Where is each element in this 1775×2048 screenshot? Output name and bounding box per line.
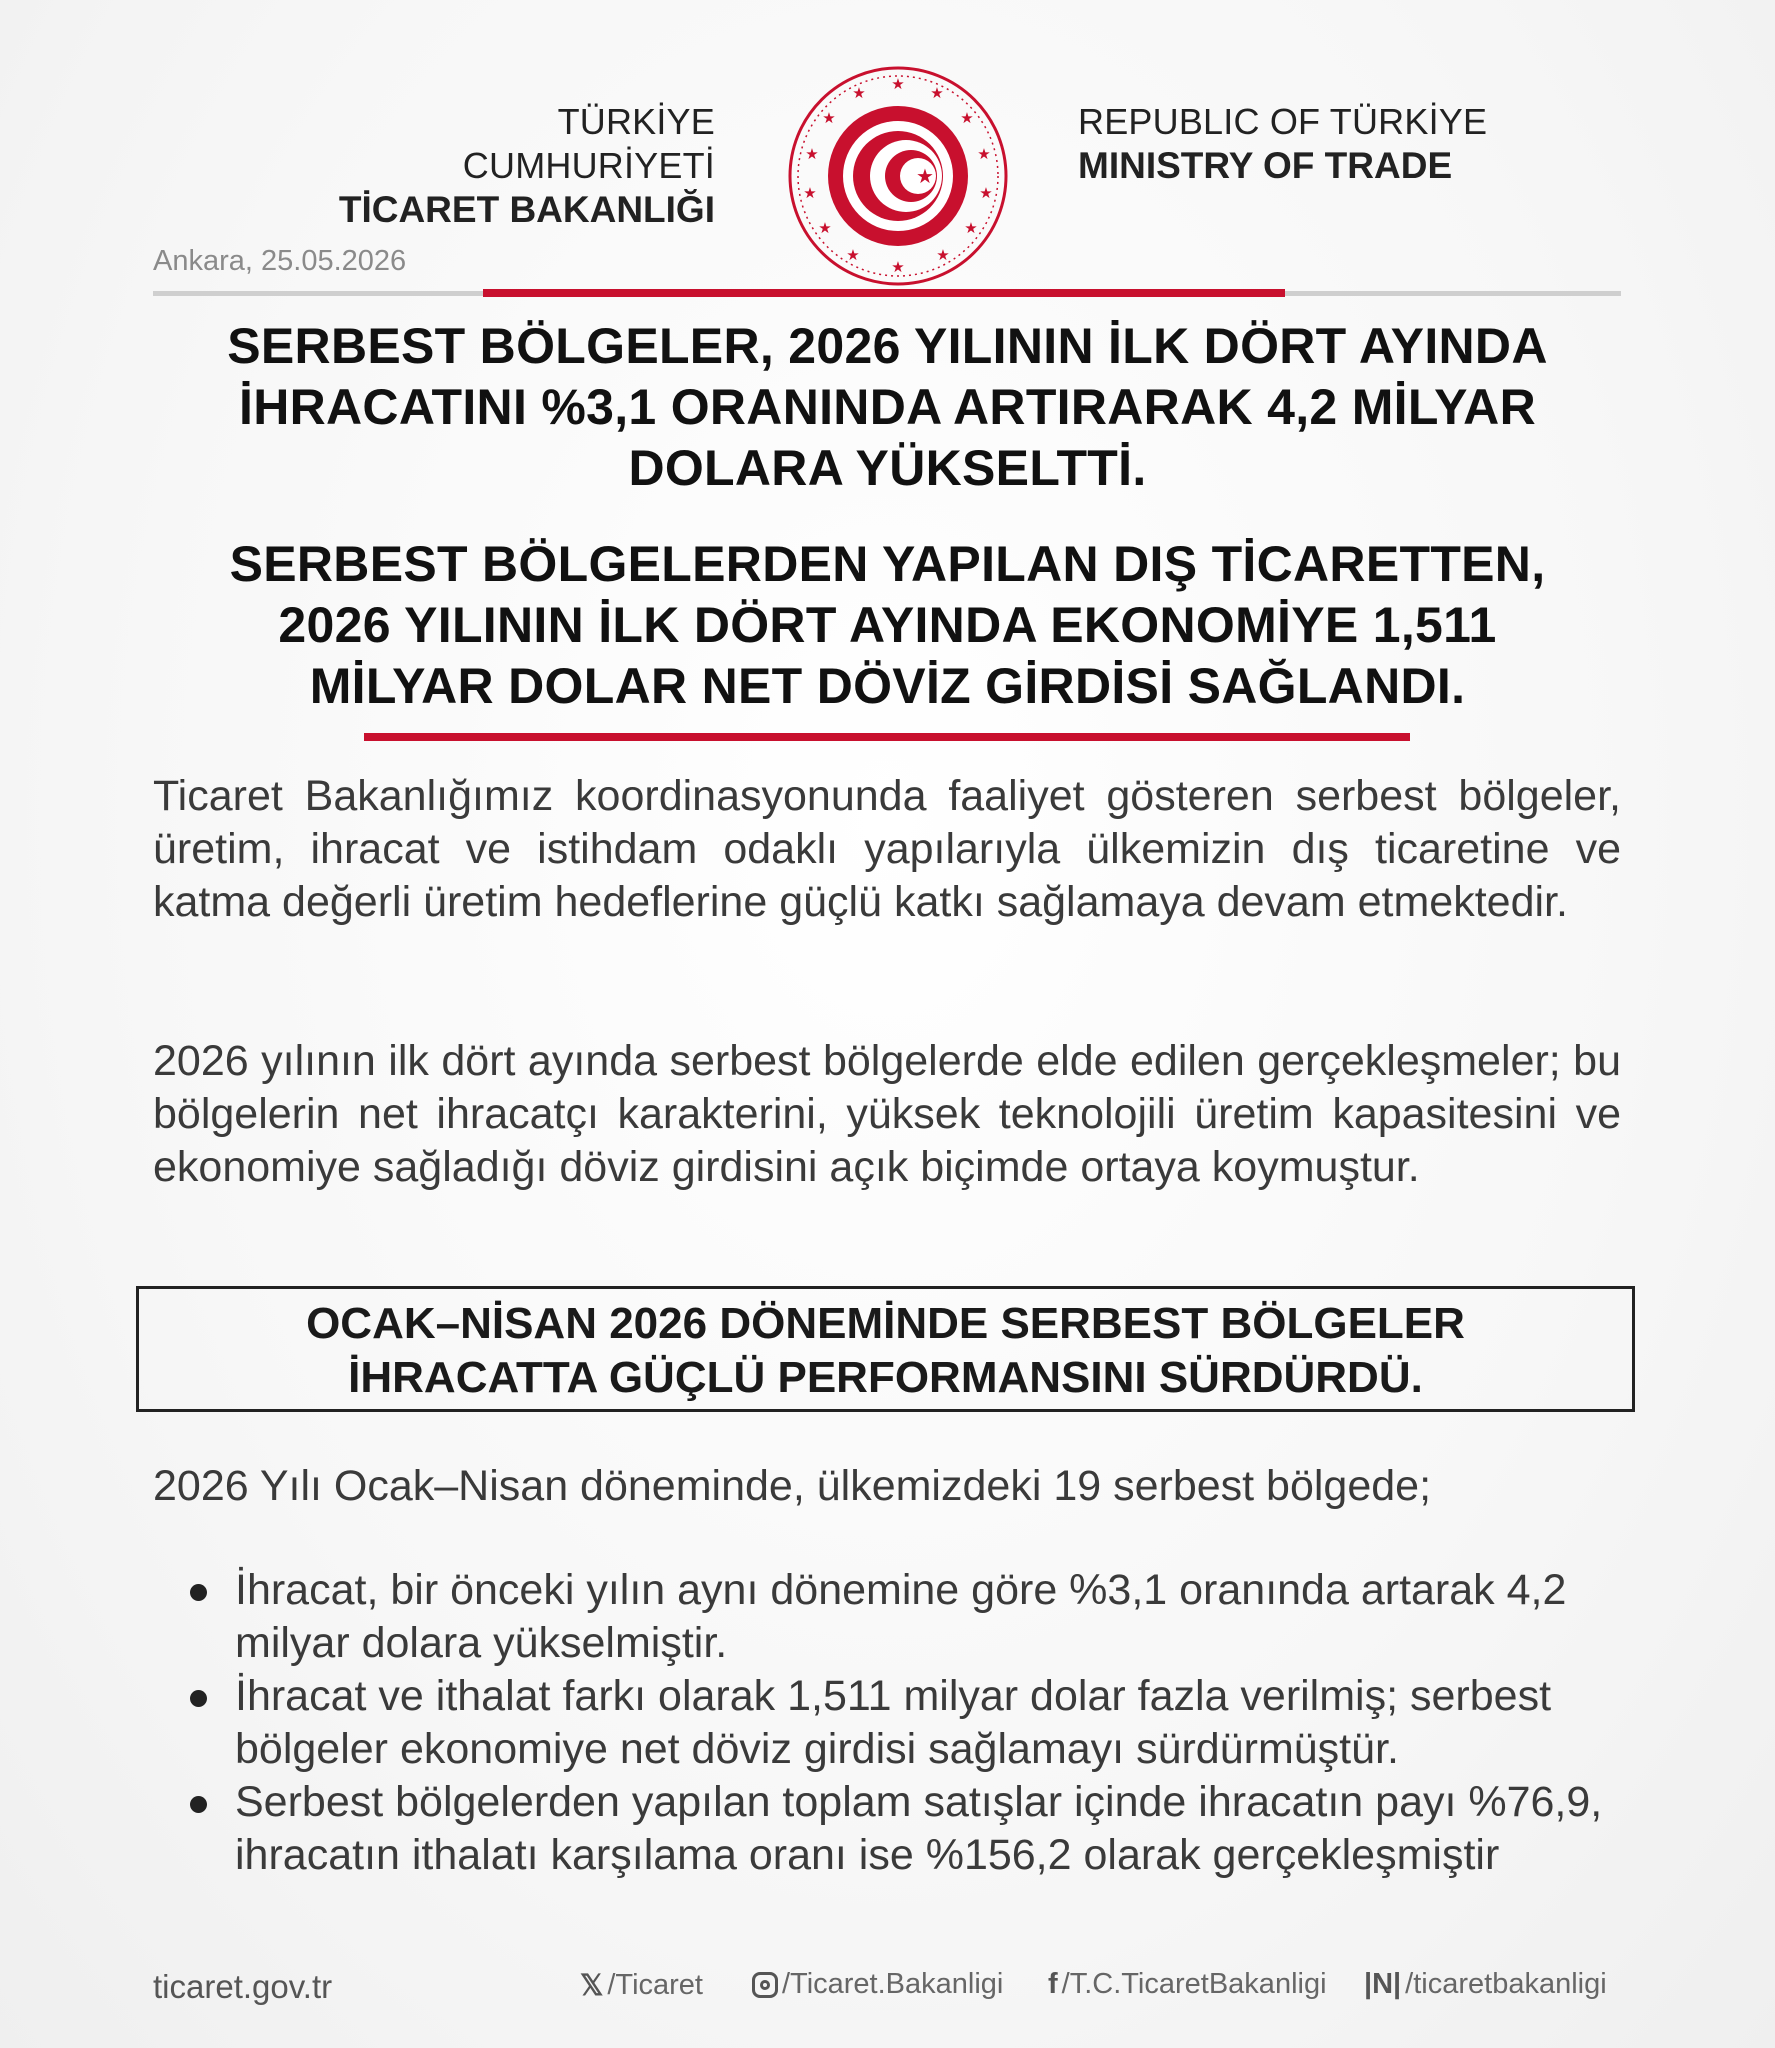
header-right-title xyxy=(1078,100,1498,188)
headline-secondary xyxy=(120,534,1655,717)
header-right-line2: MINISTRY OF TRADE xyxy=(1078,145,1453,186)
instagram-icon xyxy=(752,1972,778,1998)
section-heading-box xyxy=(136,1286,1635,1412)
headline-primary-line3: DOLARA YÜKSELTTİ. xyxy=(628,440,1147,496)
svg-text:★: ★ xyxy=(960,109,974,127)
header-right-line1: REPUBLIC OF TÜRKİYE xyxy=(1078,101,1488,142)
list-item xyxy=(153,1670,1621,1776)
header-left-title xyxy=(300,100,715,232)
facebook-handle: /T.C.TicaretBakanligi xyxy=(1061,1968,1327,2000)
footer-instagram-link[interactable] xyxy=(752,1968,1003,2001)
divider-red-top xyxy=(483,289,1285,297)
svg-text:★: ★ xyxy=(818,219,832,237)
footer-x-link[interactable] xyxy=(580,1968,703,2003)
list-item-text: İhracat, bir önceki yılın aynı dönemine göre %3,1 oranında artarak 4,2 milyar dolara yükselmiştir. xyxy=(235,1566,1567,1667)
bullet-icon xyxy=(190,1584,207,1601)
divider-red-middle xyxy=(364,733,1410,741)
headline-primary xyxy=(120,316,1655,499)
instagram-handle: /Ticaret.Bakanligi xyxy=(782,1968,1004,2000)
body-paragraph-2: 2026 yılının ilk dört ayında serbest bölgelerde elde edilen gerçekleşmeler; bu bölgelerin net ihracatçı karakterini, yüksek teknolojili üretim kapasitesini ve ekonomiye sağladığı döviz girdisini açık biçimde ortaya koymuştur. xyxy=(153,1037,1621,1191)
svg-text:★: ★ xyxy=(930,84,944,102)
nsosyal-handle: /ticaretbakanligi xyxy=(1405,1968,1607,2000)
headline-secondary-line3: MİLYAR DOLAR NET DÖVİZ GİRDİSİ SAĞLANDI. xyxy=(309,658,1466,714)
svg-text:★: ★ xyxy=(979,184,993,202)
list-item xyxy=(153,1776,1621,1882)
x-handle: /Ticaret xyxy=(607,1969,703,2001)
svg-text:★: ★ xyxy=(916,164,934,188)
svg-text:★: ★ xyxy=(964,219,978,237)
x-logo-icon: 𝕏 xyxy=(580,1970,604,2002)
svg-text:★: ★ xyxy=(803,184,817,202)
bullet-list xyxy=(153,1564,1621,1882)
footer-nsosyal-link[interactable] xyxy=(1364,1968,1607,2001)
headline-secondary-line2: 2026 YILININ İLK DÖRT AYINDA EKONOMİYE 1,511 xyxy=(278,597,1497,653)
headline-primary-line1: SERBEST BÖLGELER, 2026 YILININ İLK DÖRT AYINDA xyxy=(227,318,1548,374)
svg-text:★: ★ xyxy=(891,258,905,276)
svg-text:★: ★ xyxy=(977,145,991,163)
list-item-text: Serbest bölgelerden yapılan toplam satışlar içinde ihracatın payı %76,9, ihracatın ithalatı karşılama oranı ise %156,2 olarak gerçekleşmiştir xyxy=(235,1778,1603,1879)
list-item-text: İhracat ve ithalat farkı olarak 1,511 milyar dolar fazla verilmiş; serbest bölgeler ekonomiye net döviz girdisi sağlamayı sürdürmüştür. xyxy=(235,1672,1552,1773)
svg-text:★: ★ xyxy=(805,145,819,163)
nsosyal-icon: |N| xyxy=(1364,1968,1402,2000)
svg-text:★: ★ xyxy=(852,84,866,102)
bullet-icon xyxy=(190,1690,207,1707)
date-location: Ankara, 25.05.2026 xyxy=(153,245,407,277)
section-heading-line2: İHRACATTA GÜÇLÜ PERFORMANSINI SÜRDÜRDÜ. xyxy=(348,1353,1423,1402)
header-left-line1: TÜRKİYE CUMHURİYETİ xyxy=(462,101,715,186)
footer-website-link[interactable]: ticaret.gov.tr xyxy=(153,1968,333,2005)
svg-text:★: ★ xyxy=(936,246,950,264)
headline-primary-line2: İHRACATINI %3,1 ORANINDA ARTIRARAK 4,2 MİLYAR xyxy=(239,379,1536,435)
facebook-icon: f xyxy=(1048,1968,1058,2000)
svg-text:★: ★ xyxy=(891,75,905,93)
bullet-icon xyxy=(190,1796,207,1813)
section-heading-line1: OCAK–NİSAN 2026 DÖNEMİNDE SERBEST BÖLGELER xyxy=(306,1299,1465,1348)
footer-facebook-link[interactable] xyxy=(1048,1968,1327,2001)
body-paragraph-1: Ticaret Bakanlığımız koordinasyonunda faaliyet gösteren serbest bölgeler, üretim, ihracat ve istihdam odaklı yapılarıyla ülkemizin dış ticaretine ve katma değerli üretim hedeflerine güçlü katkı sağlamaya devam etmektedir. xyxy=(153,772,1621,926)
svg-text:★: ★ xyxy=(846,246,860,264)
header-left-line2: TİCARET BAKANLIĞI xyxy=(338,189,715,230)
svg-text:★: ★ xyxy=(822,109,836,127)
lead-sentence: 2026 Yılı Ocak–Nisan döneminde, ülkemizdeki 19 serbest bölgede; xyxy=(153,1462,1432,1510)
list-item xyxy=(153,1564,1621,1670)
ministry-seal-icon xyxy=(787,65,1009,287)
headline-secondary-line1: SERBEST BÖLGELERDEN YAPILAN DIŞ TİCARETTEN, xyxy=(229,536,1546,592)
